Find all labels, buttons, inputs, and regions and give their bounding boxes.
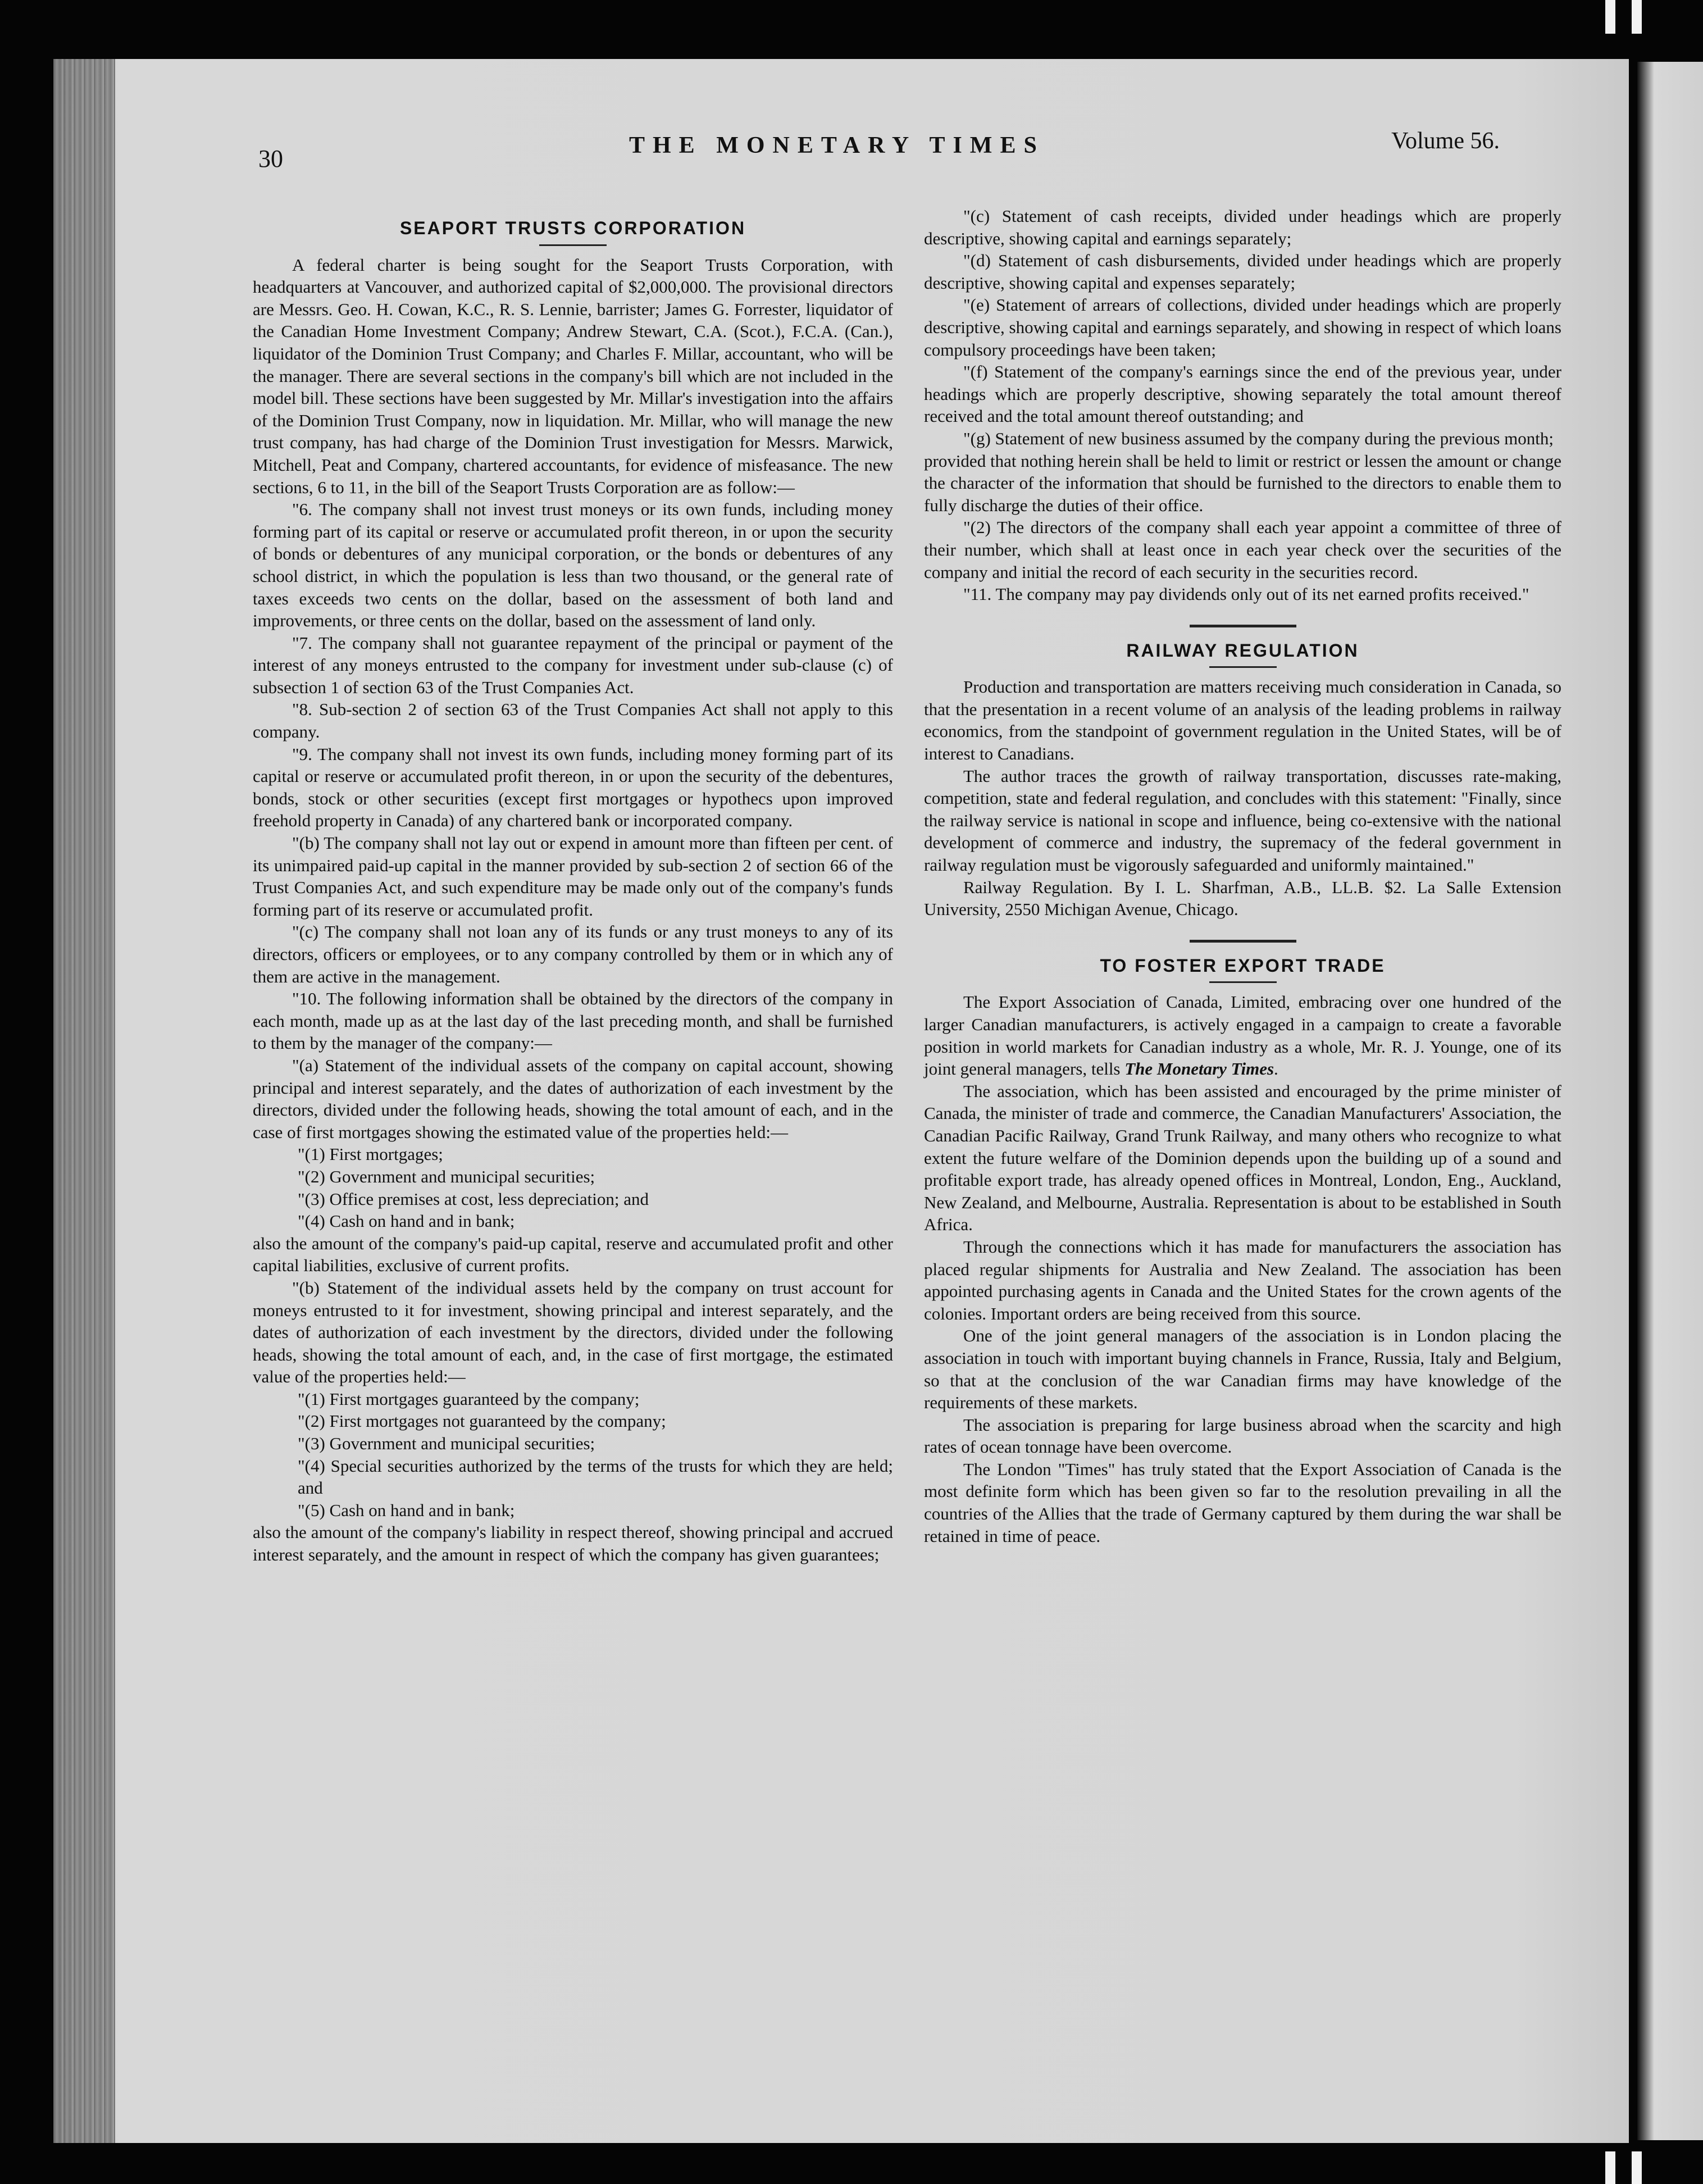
export-para-1 bbox=[924, 991, 1561, 1080]
section-10e: "(e) Statement of arrears of collections, divided under headings which are properly descriptive, showing capital and earnings separately, and showing in respect of which loans compulsory proceedings have been taken; bbox=[924, 295, 1561, 360]
title-rule bbox=[1209, 666, 1277, 668]
film-mark-bottom bbox=[1605, 2151, 1615, 2184]
page-number: 30 bbox=[258, 145, 283, 172]
publication-name: The Monetary Times bbox=[1124, 1059, 1274, 1079]
section-10c: "(c) Statement of cash receipts, divided under headings which are properly descriptive, showing capital and earnings separately; bbox=[924, 206, 1561, 248]
section-10-2: "(2) The directors of the company shall each year appoint a committee of three of their number, which shall at least once in each year check over the securities of the company and initial the record of each security in the securities record. bbox=[924, 517, 1561, 582]
railway-citation: Railway Regulation. By I. L. Sharfman, A.B., LL.B. $2. La Salle Extension University, 2550 Michigan Avenue, Chicago. bbox=[924, 877, 1561, 920]
export-para-6: The London "Times" has truly stated that the Export Association of Canada is the most definite form which has been given so far to the resolution prevailing in all the countries of the Allies that the trade of Germany captured by them during the war shall be retained in time of peace. bbox=[924, 1459, 1561, 1546]
list-item: "(1) First mortgages guaranteed by the company; bbox=[298, 1389, 640, 1409]
export-para-1-text: The Export Association of Canada, Limited, embracing over one hundred of the larger Canadian manufacturers, is actively engaged in a campaign to create a favorable position in world markets for Canadian industry as a whole, Mr. R. J. Younge, one of its joint general managers, tells bbox=[924, 992, 1561, 1079]
article-body bbox=[236, 121, 1561, 2019]
section-10g: "(g) Statement of new business assumed by the company during the previous month; bbox=[963, 428, 1554, 448]
section-9c: "(c) The company shall not loan any of its funds or any trust moneys to any of its directors, officers or employees, or to any company controlled by them or in which any of them are active in the management. bbox=[253, 922, 893, 986]
section-10: "10. The following information shall be obtained by the directors of the company in each month, made up as at the last day of the last preceding month, and shall be furnished to them by the manager of the company:— bbox=[253, 989, 893, 1053]
running-header bbox=[236, 121, 1550, 172]
section-9: "9. The company shall not invest its own funds, including money forming part of its capital or reserve or accumulated profit thereon, in or upon the security of the debentures, bonds, stock or other securities (except first mortgages or hypothecs upon improved freehold property in Canada) of any chartered bank or incorporated company. bbox=[253, 744, 893, 831]
section-6: "6. The company shall not invest trust moneys or its own funds, including money forming part of its capital or reserve or accumulated profit thereon, in or upon the security of bonds or debentures of any municipal corporation, or the bonds or debentures of any school district, in which the population is less than two thousand, or the general rate of taxes exceeds two cents on the dollar, based on the assessment of both land and improvements, or three cents on the dollar, based on the assessment of land only. bbox=[253, 499, 893, 631]
list-item: "(3) Government and municipal securities; bbox=[298, 1434, 595, 1454]
film-mark-bottom-2 bbox=[1632, 2151, 1642, 2184]
export-title: TO FOSTER EXPORT TRADE bbox=[1100, 955, 1386, 976]
export-para-2: The association, which has been assisted and encouraged by the prime minister of Canada, the minister of trade and commerce, the Canadian Manufacturers' Association, the Canadian Pacific Railway, Grand Trunk Railway, and many others who recognize to what extent the future welfare of the Dominion depends upon the building up of a sound and profitable export trade, has already opened offices in Montreal, London, Eng., Auckland, New Zealand, and Melbourne, Australia. Representation is about to be established in South Africa. bbox=[924, 1081, 1561, 1235]
railway-para-2: The author traces the growth of railway transportation, discusses rate-making, competition, state and federal regulation, and concludes with this statement: "Finally, since the railway service is national in scope and influence, being co-extensive with the national development of commerce and industry, the supremacy of the federal government in railway regulation must be vigorously safeguarded and uniformly maintained." bbox=[924, 766, 1561, 875]
section-10b-tail: also the amount of the company's liability in respect thereof, showing principal and accrued interest separately, and the amount in respect of which the company has given guarantees; bbox=[253, 1522, 893, 1565]
section-10a: "(a) Statement of the individual assets of the company on capital account, showing principal and interest separately, and the dates of authorization of each investment by the directors, divided under the following heads, showing the total amount of each, and in the case of first mortgages showing the estimated value of the properties held:— bbox=[253, 1055, 893, 1142]
section-10-proviso: provided that nothing herein shall be held to limit or restrict or lessen the amount or change the character of the information that should be furnished to the directors to enable them to fully discharge the duties of their office. bbox=[924, 451, 1561, 515]
film-mark-top-2 bbox=[1632, 0, 1642, 34]
list-item: "(4) Cash on hand and in bank; bbox=[298, 1211, 515, 1231]
article-divider bbox=[1190, 940, 1296, 943]
export-para-5: The association is preparing for large business abroad when the scarcity and high rates of ocean tonnage have been overcome. bbox=[924, 1414, 1561, 1457]
next-page-edge bbox=[1637, 62, 1703, 2140]
list-item: "(4) Special securities authorized by the terms of the trusts for which they are held; and bbox=[298, 1455, 893, 1498]
export-para-4: One of the joint general managers of the association is in London placing the association in touch with important buying channels in France, Russia, Italy and Belgium, so that at the conclusion of the war Canadian firms may have knowledge of the requirements of these markets. bbox=[924, 1326, 1561, 1413]
title-rule bbox=[539, 244, 607, 246]
seaport-title: SEAPORT TRUSTS CORPORATION bbox=[399, 218, 746, 238]
export-para-1-end: . bbox=[1274, 1059, 1278, 1079]
volume-label: Volume 56. bbox=[1391, 128, 1500, 154]
section-10f: "(f) Statement of the company's earnings since the end of the previous year, under headings which are properly descriptive, showing separately the total amount thereof received and the total amount thereof outstanding; and bbox=[924, 362, 1561, 426]
list-item: "(5) Cash on hand and in bank; bbox=[298, 1500, 515, 1520]
export-para-3: Through the connections which it has made for manufacturers the association has placed regular shipments for Australia and New Zealand. The association has been appointed purchasing agents in Canada and the United States for the crown agents of the colonies. Important orders are being received from this source. bbox=[924, 1236, 1561, 1323]
seaport-intro: A federal charter is being sought for the Seaport Trusts Corporation, with headquarters at Vancouver, and authorized capital of $2,000,000. The provisional directors are Messrs. Geo. H. Cowan, K.C., R. S. Lennie, barrister; James G. Forrester, liquidator of the Canadian Home Investment Company; Andrew Stewart, C.A. (Scot.), F.C.A. (Can.), liquidator of the Dominion Trust Company; and Charles F. Millar, accountant, who will be the manager. There are several sections in the company's bill which are not included in the model bill. These sections have been suggested by Mr. Millar's investigation into the affairs of the Dominion Trust Company, now in liquidation. Mr. Millar, who will manage the new trust company, has had charge of the Dominion Trust investigation for Messrs. Marwick, Mitchell, Peat and Company, chartered accountants, for evidence of misfeasance. The new sections, 6 to 11, in the bill of the Seaport Trusts Corporation are as follow:— bbox=[253, 254, 893, 497]
film-mark-top bbox=[1605, 0, 1615, 34]
railway-title: RAILWAY REGULATION bbox=[1126, 640, 1359, 661]
list-item: "(3) Office premises at cost, less depreciation; and bbox=[298, 1189, 649, 1209]
section-7: "7. The company shall not guarantee repayment of the principal or payment of the interest of any moneys entrusted to the company for investment under sub-clause (c) of subsection 1 of section 63 of the Trust Companies Act. bbox=[253, 633, 893, 697]
list-item: "(2) First mortgages not guaranteed by the company; bbox=[298, 1411, 666, 1431]
left-column bbox=[253, 205, 893, 1566]
section-8: "8. Sub-section 2 of section 63 of the Trust Companies Act shall not apply to this company. bbox=[253, 699, 893, 742]
binding-spine bbox=[53, 59, 115, 2143]
list-item: "(1) First mortgages; bbox=[298, 1144, 443, 1164]
section-11: "11. The company may pay dividends only out of its net earned profits received." bbox=[963, 584, 1529, 604]
right-column bbox=[924, 205, 1561, 1547]
article-divider bbox=[1190, 625, 1296, 627]
section-9b: "(b) The company shall not lay out or expend in amount more than fifteen per cent. of its unimpaired paid-up capital in the manner provided by sub-section 2 of section 66 of the Trust Companies Act, and such expenditure may be made only out of the company's funds forming part of its reserve or accumulated profit. bbox=[253, 833, 893, 920]
section-10d: "(d) Statement of cash disbursements, divided under headings which are properly descriptive, showing capital and expenses separately; bbox=[924, 251, 1561, 293]
section-10a-tail: also the amount of the company's paid-up capital, reserve and accumulated profit and other capital liabilities, exclusive of current profits. bbox=[253, 1233, 893, 1276]
railway-para-1: Production and transportation are matters receiving much consideration in Canada, so that the presentation in a recent volume of an analysis of the leading problems in railway economics, from the standpoint of government regulation in the United States, will be of interest to Canadians. bbox=[924, 677, 1561, 764]
masthead: THE MONETARY TIMES bbox=[629, 133, 1045, 158]
title-rule bbox=[1209, 981, 1277, 983]
section-10b: "(b) Statement of the individual assets held by the company on trust account for moneys entrusted to it for investment, showing principal and interest separately, and the dates of authorization of each investment by the directors, divided under the following heads, showing the total amount of each, and, in the case of first mortgage, the estimated value of the properties held:— bbox=[253, 1277, 893, 1387]
list-item: "(2) Government and municipal securities; bbox=[298, 1166, 595, 1186]
